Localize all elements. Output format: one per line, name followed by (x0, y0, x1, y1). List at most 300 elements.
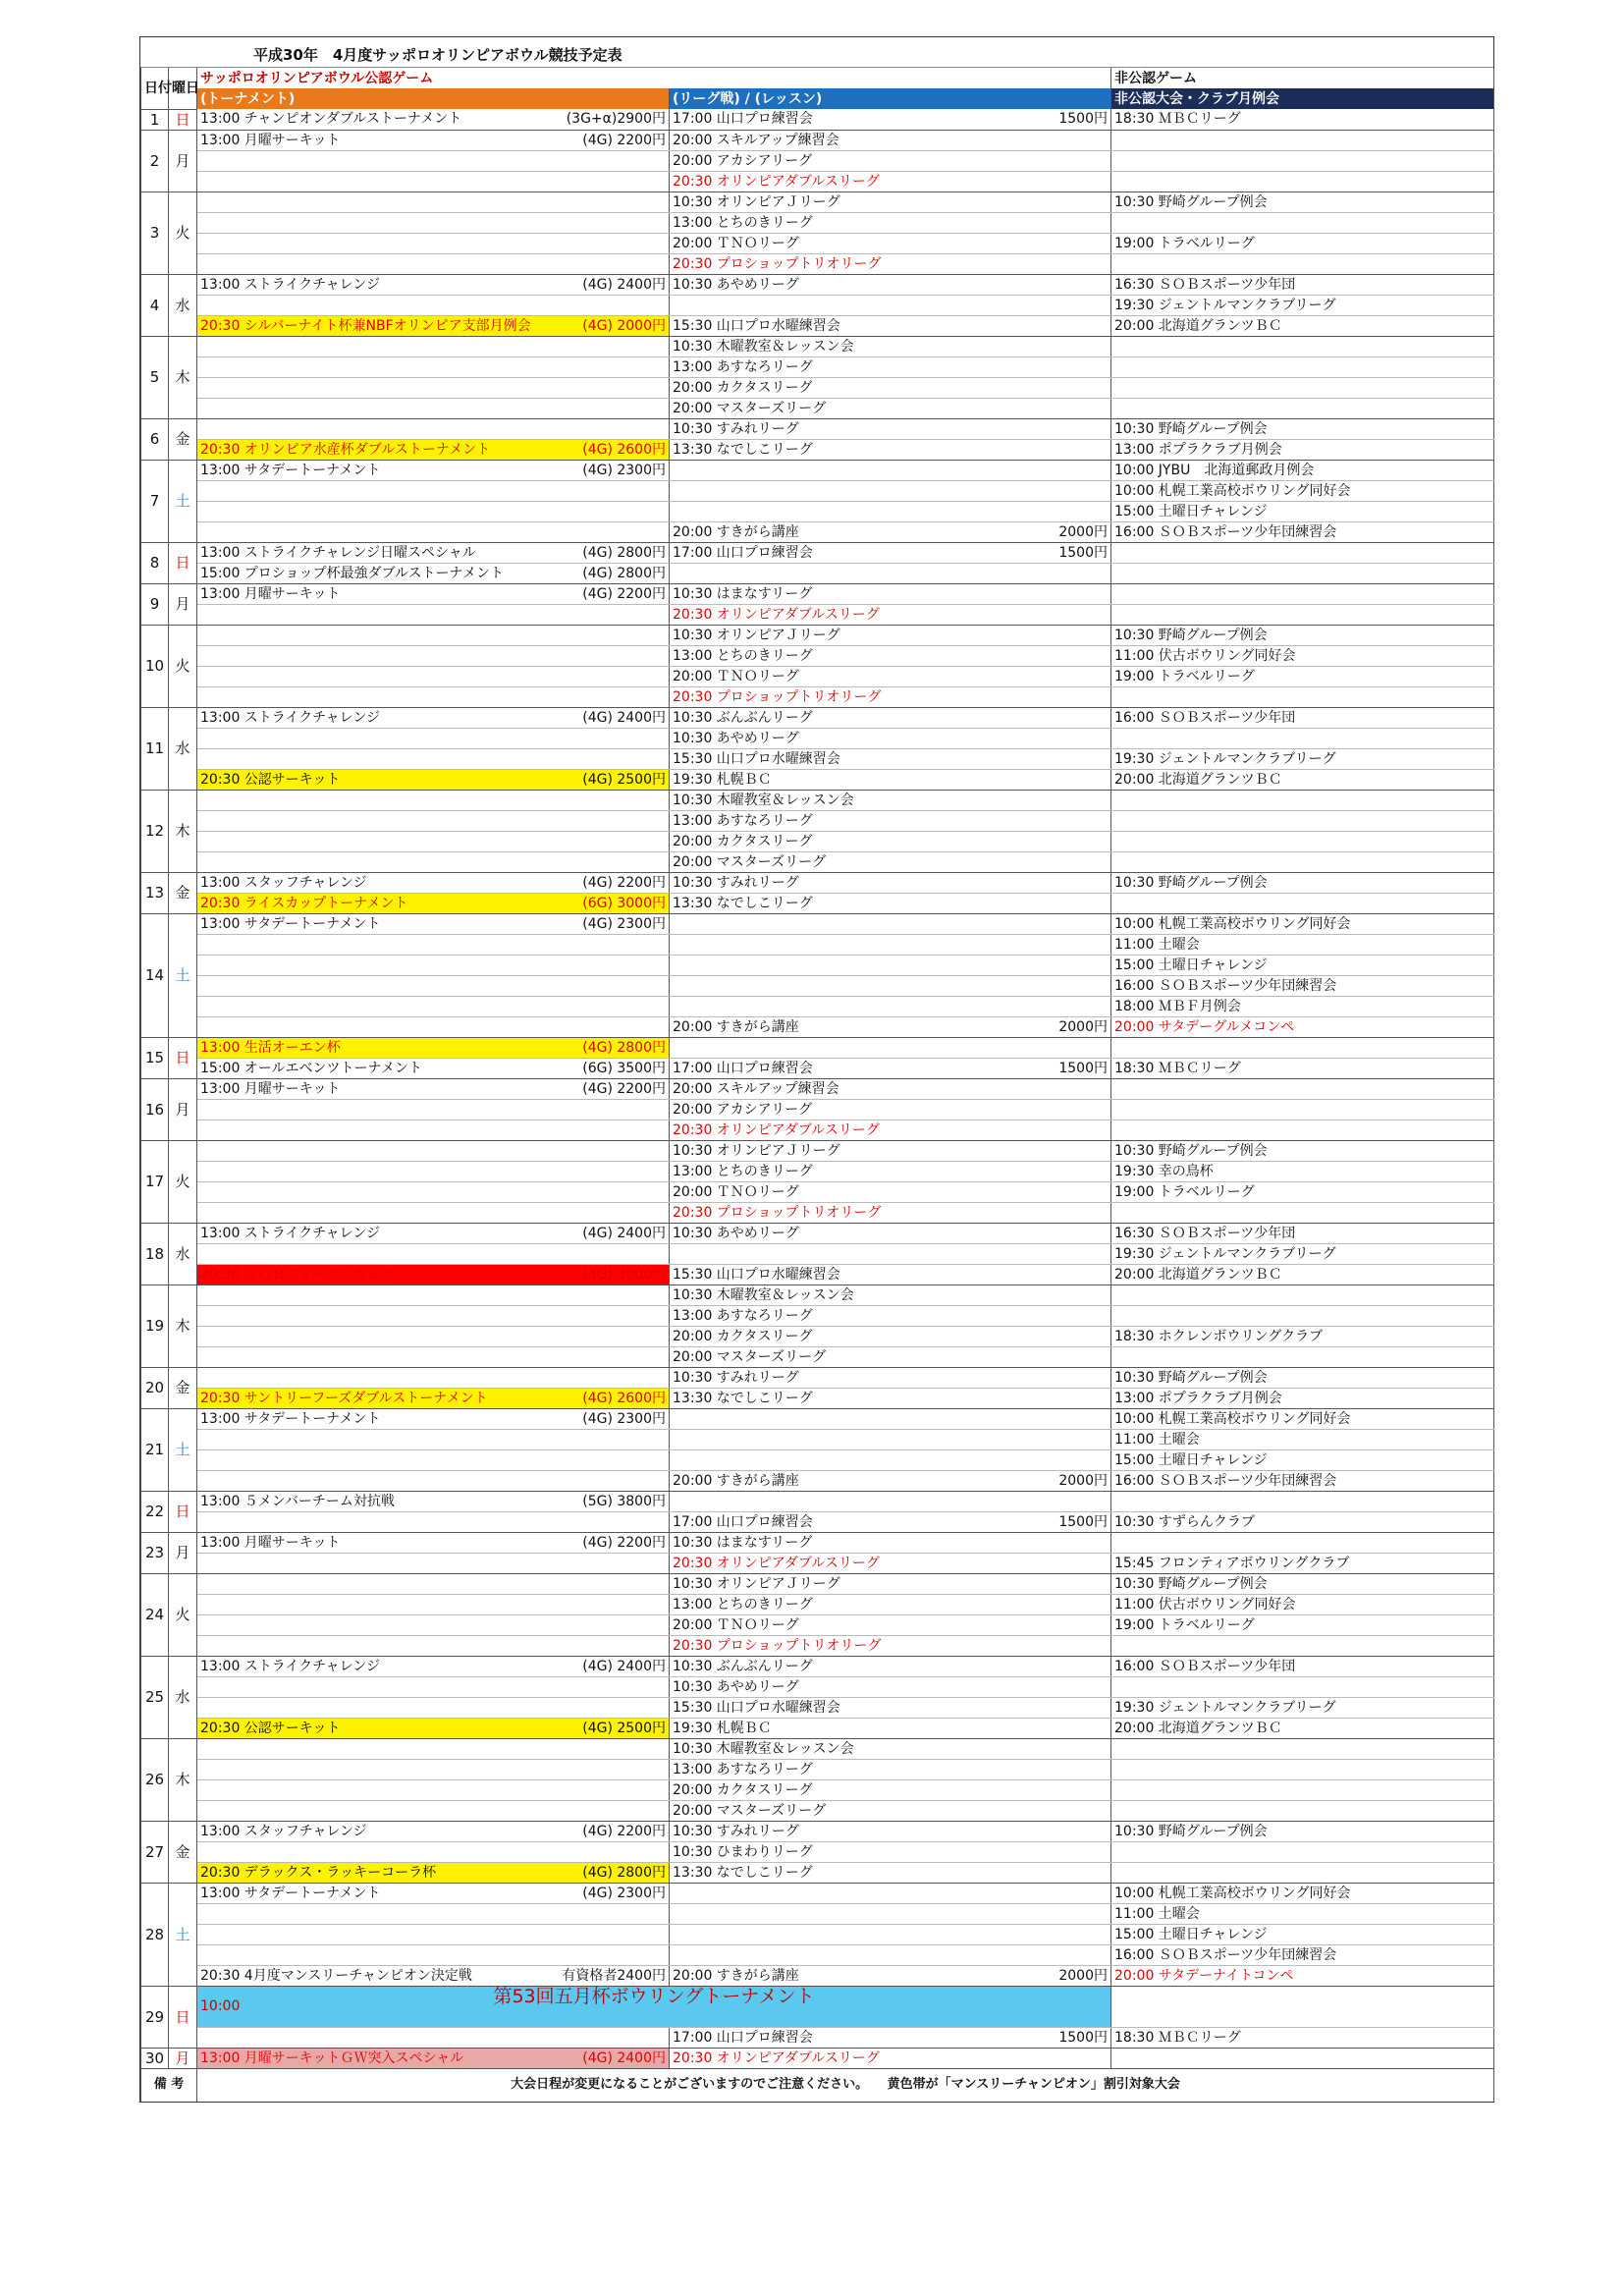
schedule-entry (673, 275, 1108, 295)
cell-league (670, 1058, 1111, 1078)
cell-league (670, 1841, 1111, 1862)
entry-price: (4G) 2300円 (582, 1885, 666, 1901)
entry-name: 13:00 ストライクチャレンジ (200, 709, 380, 726)
table-row (141, 233, 1494, 253)
table-row (141, 253, 1494, 274)
table-row (141, 212, 1494, 233)
entry-name: 13:00 とちのきリーグ (673, 647, 813, 664)
entry-name: 15:30 山口プロ水曜練習会 (673, 1266, 840, 1283)
cell-club (1111, 1140, 1494, 1161)
entry-price: 1500円 (1058, 1513, 1108, 1530)
cell-club (1111, 913, 1494, 934)
entry-name: 10:30 ぶんぶんリーグ (673, 709, 813, 726)
table-row (141, 1759, 1494, 1779)
weekday: 日 (169, 542, 197, 583)
cell-tournament (197, 996, 670, 1016)
table-row (141, 1470, 1494, 1491)
table-row (141, 1841, 1494, 1862)
banner-time: 10:00 (200, 1998, 241, 2014)
entry-name: 10:30 野崎グループ例会 (1114, 1369, 1268, 1386)
cell-club (1111, 1779, 1494, 1800)
entry-name: 15:30 山口プロ水曜練習会 (673, 1699, 840, 1716)
table-row (141, 563, 1494, 583)
schedule-entry (673, 605, 1108, 625)
cell-league (670, 1449, 1111, 1470)
cell-tournament (197, 150, 670, 171)
table-row (141, 1511, 1494, 1532)
cell-league (670, 1718, 1111, 1738)
cell-club (1111, 130, 1494, 150)
schedule-sheet (139, 36, 1494, 2103)
schedule-entry (200, 131, 666, 150)
entry-name: 20:00 アカシアリーグ (673, 152, 813, 169)
schedule-entry (673, 109, 1108, 129)
cell-club (1111, 1346, 1494, 1367)
cell-tournament (197, 1944, 670, 1965)
cell-tournament (197, 1862, 670, 1883)
weekday: 水 (169, 707, 197, 790)
cell-club (1111, 1821, 1494, 1841)
schedule-entry (200, 564, 666, 583)
cell-league (670, 1367, 1111, 1388)
entry-name: 17:00 山口プロ練習会 (673, 2029, 813, 2046)
cell-club (1111, 356, 1494, 377)
cell-club (1111, 1635, 1494, 1656)
day-number: 13 (141, 872, 169, 913)
entry-name: 13:00 月曜サーキット (200, 1534, 341, 1551)
schedule-entry (673, 1265, 1108, 1285)
cell-league (670, 1223, 1111, 1243)
cell-tournament (197, 1367, 670, 1388)
weekday: 火 (169, 1573, 197, 1656)
cell-tournament (197, 1016, 670, 1037)
entry-name: 13:30 なでしこリーグ (673, 441, 813, 458)
entry-name: 20:30 プロショップトリオリーグ (673, 1204, 882, 1221)
cell-tournament (197, 851, 670, 872)
cell-club (1111, 831, 1494, 851)
entry-name: 20:30 オリンピアダブルスリーグ (673, 606, 880, 623)
schedule-entry (673, 1801, 1108, 1821)
cell-league (670, 356, 1111, 377)
table-row (141, 542, 1494, 563)
entry-name: 19:00 トラベルリーグ (1114, 1616, 1255, 1633)
schedule-entry (1114, 770, 1490, 790)
cell-club (1111, 975, 1494, 996)
cell-tournament (197, 1305, 670, 1326)
schedule-entry (200, 914, 666, 934)
entry-name: 20:00 マスターズリーグ (673, 1802, 827, 1819)
entry-name: 15:00 オールエベンツトーナメント (200, 1060, 422, 1076)
schedule-entry (673, 522, 1108, 542)
entry-name: 13:00 生活オーエン杯 (200, 1039, 341, 1056)
entry-name: 16:00 ＳＯＢスポーツ少年団練習会 (1114, 523, 1337, 540)
cell-club (1111, 1944, 1494, 1965)
entry-name: 10:30 すみれリーグ (673, 874, 799, 891)
cell-tournament (197, 1078, 670, 1099)
schedule-entry (673, 151, 1108, 171)
cell-tournament (197, 460, 670, 480)
cell-league (670, 398, 1111, 418)
cell-league (670, 810, 1111, 831)
table-row (141, 439, 1494, 460)
entry-name: 13:00 ポプラクラブ月例会 (1114, 441, 1282, 458)
entry-name: 20:00 カクタスリーグ (673, 1328, 813, 1344)
entry-name: 20:30 公認サーキット (200, 771, 341, 788)
schedule-entry (673, 378, 1108, 398)
schedule-entry (1114, 935, 1490, 955)
entry-price: (6G) 3000円 (582, 895, 666, 911)
schedule-entry (1114, 502, 1490, 521)
cell-league (670, 1429, 1111, 1449)
entry-name: 10:30 野崎グループ例会 (1114, 1575, 1268, 1592)
entry-name: 17:00 山口プロ練習会 (673, 111, 813, 128)
schedule-entry (673, 1162, 1108, 1181)
entry-name: 19:30 札幌ＢＣ (673, 771, 772, 788)
table-row (141, 2027, 1494, 2048)
cell-league (670, 130, 1111, 150)
entry-name: 10:30 あやめリーグ (673, 730, 799, 746)
cell-league (670, 1326, 1111, 1346)
day-number: 17 (141, 1140, 169, 1223)
cell-tournament (197, 831, 670, 851)
cell-tournament (197, 1099, 670, 1120)
schedule-entry (673, 1017, 1108, 1037)
entry-name: 10:30 野崎グループ例会 (1114, 1142, 1268, 1159)
cell-club (1111, 1986, 1494, 2027)
entry-name: 20:30 プロショップトリオリーグ (673, 1637, 882, 1654)
cell-league (670, 748, 1111, 769)
cell-league (670, 1924, 1111, 1944)
entry-price: (4G) 2200円 (582, 1823, 666, 1839)
cell-tournament (197, 1243, 670, 1264)
entry-name: 10:30 オリンピアＪリーグ (673, 193, 840, 210)
schedule-entry (673, 419, 1108, 439)
table-row (141, 645, 1494, 666)
schedule-entry (200, 1533, 666, 1553)
schedule-entry (1114, 1450, 1490, 1470)
entry-price: 1500円 (1058, 2029, 1108, 2046)
entry-name: 10:30 野崎グループ例会 (1114, 1823, 1268, 1839)
cell-league (670, 1202, 1111, 1223)
table-row (141, 1986, 1494, 2027)
weekday: 土 (169, 460, 197, 542)
table-row (141, 872, 1494, 893)
schedule-entry (1114, 234, 1490, 253)
entry-name: 20:00 マスターズリーグ (673, 400, 827, 416)
cell-league (670, 831, 1111, 851)
page-title: 平成30年 4月度サッポロオリンピアボウル競技予定表 (253, 46, 622, 64)
schedule-entry (673, 811, 1108, 831)
cell-tournament (197, 1800, 670, 1821)
cell-club (1111, 1594, 1494, 1614)
entry-name: 13:00 サタデートーナメント (200, 1410, 381, 1427)
cell-club (1111, 1264, 1494, 1285)
cell-league (670, 1346, 1111, 1367)
entry-name: 13:00 とちのきリーグ (673, 1596, 813, 1613)
entry-name: 16:00 ＳＯＢスポーツ少年団 (1114, 709, 1296, 726)
cell-league (670, 233, 1111, 253)
entry-name: 13:00 あすなろリーグ (673, 1307, 813, 1324)
entry-name: 10:30 オリンピアＪリーグ (673, 1142, 840, 1159)
cell-league (670, 1470, 1111, 1491)
entry-name: 18:30 ホクレンボウリングクラブ (1114, 1328, 1324, 1344)
day-number: 21 (141, 1408, 169, 1491)
remarks-label: 備 考 (141, 2068, 197, 2102)
cell-league (670, 996, 1111, 1016)
cell-tournament (197, 666, 670, 686)
remarks-text: 大会日程が変更になることがございますのでご注意ください。 黄色帯が「マンスリーチャンピオン」割引対象大会 (197, 2068, 1494, 2102)
schedule-entry (673, 729, 1108, 748)
cell-league (670, 542, 1111, 563)
entry-name: 15:30 山口プロ水曜練習会 (673, 750, 840, 767)
cell-tournament (197, 728, 670, 748)
cell-club (1111, 769, 1494, 790)
cell-club (1111, 1718, 1494, 1738)
cell-tournament (197, 1883, 670, 1903)
schedule-entry (673, 687, 1108, 707)
entry-price: (4G) 2800円 (582, 565, 666, 581)
schedule-entry (200, 275, 666, 295)
cell-club (1111, 1738, 1494, 1759)
schedule-entry (200, 1409, 666, 1429)
schedule-entry (673, 1059, 1108, 1078)
table-row (141, 1243, 1494, 1264)
entry-name: 10:00 札幌工業高校ボウリング同好会 (1114, 1885, 1351, 1901)
schedule-entry (673, 172, 1108, 191)
table-row (141, 1697, 1494, 1718)
cell-league (670, 1573, 1111, 1594)
day-number: 11 (141, 707, 169, 790)
entry-name: 10:30 野崎グループ例会 (1114, 627, 1268, 643)
entry-price: (4G) 2400円 (582, 1225, 666, 1241)
schedule-entry (1114, 1368, 1490, 1388)
table-row (141, 336, 1494, 356)
day-number: 2 (141, 130, 169, 191)
entry-name: 13:00 とちのきリーグ (673, 214, 813, 231)
schedule-entry (1114, 1244, 1490, 1264)
cell-club (1111, 955, 1494, 975)
cell-club (1111, 2027, 1494, 2048)
schedule-entry (200, 1822, 666, 1841)
cell-league (670, 1264, 1111, 1285)
entry-name: 10:30 木曜教室＆レッスン会 (673, 338, 854, 355)
schedule-entry (1114, 1327, 1490, 1346)
schedule-entry (1114, 419, 1490, 439)
day-number: 29 (141, 1986, 169, 2048)
schedule-entry (1114, 1471, 1490, 1491)
entry-price: (4G) 2200円 (582, 132, 666, 148)
header-date: 日付 (141, 68, 169, 109)
cell-league (670, 1511, 1111, 1532)
cell-tournament (197, 1388, 670, 1408)
entry-name: 13:00 あすなろリーグ (673, 1761, 813, 1777)
entry-name: 10:00 札幌工業高校ボウリング同好会 (1114, 482, 1351, 499)
cell-club (1111, 418, 1494, 439)
schedule-entry (1114, 296, 1490, 315)
cell-tournament (197, 1924, 670, 1944)
table-row (141, 171, 1494, 191)
cell-tournament (197, 1264, 670, 1285)
entry-price: (3G+α)2900円 (566, 111, 666, 128)
table-row (141, 913, 1494, 934)
title-row (140, 37, 1493, 68)
entry-name: 20:00 サタデーグルメコンペ (1114, 1018, 1295, 1035)
day-number: 12 (141, 790, 169, 872)
schedule-entry (673, 873, 1108, 893)
cell-club (1111, 790, 1494, 810)
schedule-entry (1114, 1925, 1490, 1944)
entry-name: 19:00 トラベルリーグ (1114, 235, 1255, 251)
schedule-entry (673, 1966, 1108, 1986)
schedule-entry (200, 894, 666, 913)
table-row (141, 130, 1494, 150)
entry-price: (4G) 2000円 (582, 317, 666, 334)
schedule-entry (673, 1306, 1108, 1326)
cell-league (670, 109, 1111, 130)
day-number: 14 (141, 913, 169, 1037)
day-number: 20 (141, 1367, 169, 1408)
table-row (141, 1016, 1494, 1037)
entry-name: 20:00 ＴＮＯリーグ (673, 235, 799, 251)
schedule-entry (1114, 316, 1490, 336)
weekday: 月 (169, 2048, 197, 2068)
cell-league (670, 1965, 1111, 1986)
table-row (141, 1635, 1494, 1656)
cell-club (1111, 1697, 1494, 1718)
entry-name: 20:00 北海道グランツＢＣ (1114, 1720, 1282, 1736)
cell-tournament (197, 1738, 670, 1759)
entry-name: 13:00 スタッフチャレンジ (200, 874, 367, 891)
cell-tournament (197, 913, 670, 934)
schedule-entry (673, 1285, 1108, 1305)
cell-tournament (197, 934, 670, 955)
entry-price: (4G) 2800円 (582, 1039, 666, 1056)
entry-price: 2000円 (1058, 523, 1108, 540)
schedule-entry (1114, 461, 1490, 480)
weekday: 火 (169, 1140, 197, 1223)
table-row (141, 1140, 1494, 1161)
entry-name: 13:00 ５メンバーチーム対抗戦 (200, 1493, 395, 1509)
schedule-entry (1114, 956, 1490, 975)
entry-name: 20:00 すきがら講座 (673, 1967, 799, 1984)
table-row (141, 810, 1494, 831)
schedule-entry (673, 399, 1108, 418)
weekday: 木 (169, 1285, 197, 1367)
entry-name: 20:00 ＴＮＯリーグ (673, 668, 799, 684)
cell-tournament (197, 1202, 670, 1223)
cell-league (670, 439, 1111, 460)
entry-name: 13:00 月曜サーキットＧＷ突入スペシャル (200, 2050, 464, 2066)
cell-club (1111, 851, 1494, 872)
table-row (141, 893, 1494, 913)
entry-name: 11:00 伏古ボウリング同好会 (1114, 647, 1296, 664)
cell-league (670, 253, 1111, 274)
weekday: 木 (169, 790, 197, 872)
entry-name: 11:00 土曜会 (1114, 1431, 1200, 1448)
table-row (141, 851, 1494, 872)
cell-tournament (197, 975, 670, 996)
cell-club (1111, 171, 1494, 191)
cell-club (1111, 1573, 1494, 1594)
table-row (141, 748, 1494, 769)
cell-league (670, 872, 1111, 893)
cell-league (670, 1614, 1111, 1635)
entry-name: 13:30 なでしこリーグ (673, 1390, 813, 1406)
entry-name: 10:30 すみれリーグ (673, 1369, 799, 1386)
cell-club (1111, 996, 1494, 1016)
table-row (141, 1738, 1494, 1759)
cell-league (670, 1285, 1111, 1305)
table-row (141, 1367, 1494, 1388)
entry-price: (4G) 2300円 (582, 915, 666, 932)
schedule-entry (1114, 1182, 1490, 1202)
entry-name: 20:30 オリンピアダブルスリーグ (673, 2050, 880, 2066)
cell-tournament (197, 1285, 670, 1305)
cell-club (1111, 645, 1494, 666)
schedule-entry (673, 1595, 1108, 1614)
cell-tournament (197, 1573, 670, 1594)
entry-name: 10:30 オリンピアＪリーグ (673, 1575, 840, 1592)
entry-name: 13:30 なでしこリーグ (673, 1864, 813, 1881)
cell-league (670, 1800, 1111, 1821)
schedule-entry (673, 192, 1108, 212)
cell-club (1111, 666, 1494, 686)
cell-tournament (197, 377, 670, 398)
table-row (141, 109, 1494, 130)
cell-tournament (197, 274, 670, 295)
entry-name: 10:30 野崎グループ例会 (1114, 874, 1268, 891)
cell-club (1111, 1841, 1494, 1862)
cell-tournament (197, 1718, 670, 1738)
entry-name: 20:30 オリンピア水産杯ダブルストーナメント (200, 441, 491, 458)
cell-club (1111, 1037, 1494, 1058)
schedule-entry (673, 852, 1108, 872)
table-row (141, 480, 1494, 501)
entry-name: 10:30 すみれリーグ (673, 1823, 799, 1839)
table-row (141, 975, 1494, 996)
table-row (141, 707, 1494, 728)
table-row (141, 1058, 1494, 1078)
schedule-entry (200, 1863, 666, 1883)
day-number: 18 (141, 1223, 169, 1285)
cell-tournament (197, 625, 670, 645)
schedule-entry (200, 873, 666, 893)
schedule-entry (673, 1368, 1108, 1388)
schedule-entry (1114, 1822, 1490, 1841)
weekday: 金 (169, 418, 197, 460)
schedule-body (141, 109, 1494, 2068)
table-row (141, 2048, 1494, 2068)
cell-league (670, 1944, 1111, 1965)
entry-name: 15:00 プロショップ杯最強ダブルストーナメント (200, 565, 504, 581)
schedule-entry (200, 2049, 666, 2068)
table-row (141, 769, 1494, 790)
cell-tournament (197, 1346, 670, 1367)
entry-name: 15:00 土曜日チャレンジ (1114, 503, 1268, 519)
entry-name: 13:00 チャンピオンダブルストーナメント (200, 111, 462, 128)
cell-tournament (197, 130, 670, 150)
entry-name: 20:30 プロショップトリオリーグ (673, 688, 882, 705)
entry-name: 20:30 デラックス・ラッキーコーラ杯 (200, 1864, 437, 1881)
schedule-entry (200, 1265, 666, 1285)
day-number: 22 (141, 1491, 169, 1532)
cell-league (670, 1161, 1111, 1181)
schedule-entry (1114, 1595, 1490, 1614)
cell-league (670, 583, 1111, 604)
entry-name: 13:00 サタデートーナメント (200, 915, 381, 932)
cell-league (670, 336, 1111, 356)
cell-tournament (197, 1326, 670, 1346)
